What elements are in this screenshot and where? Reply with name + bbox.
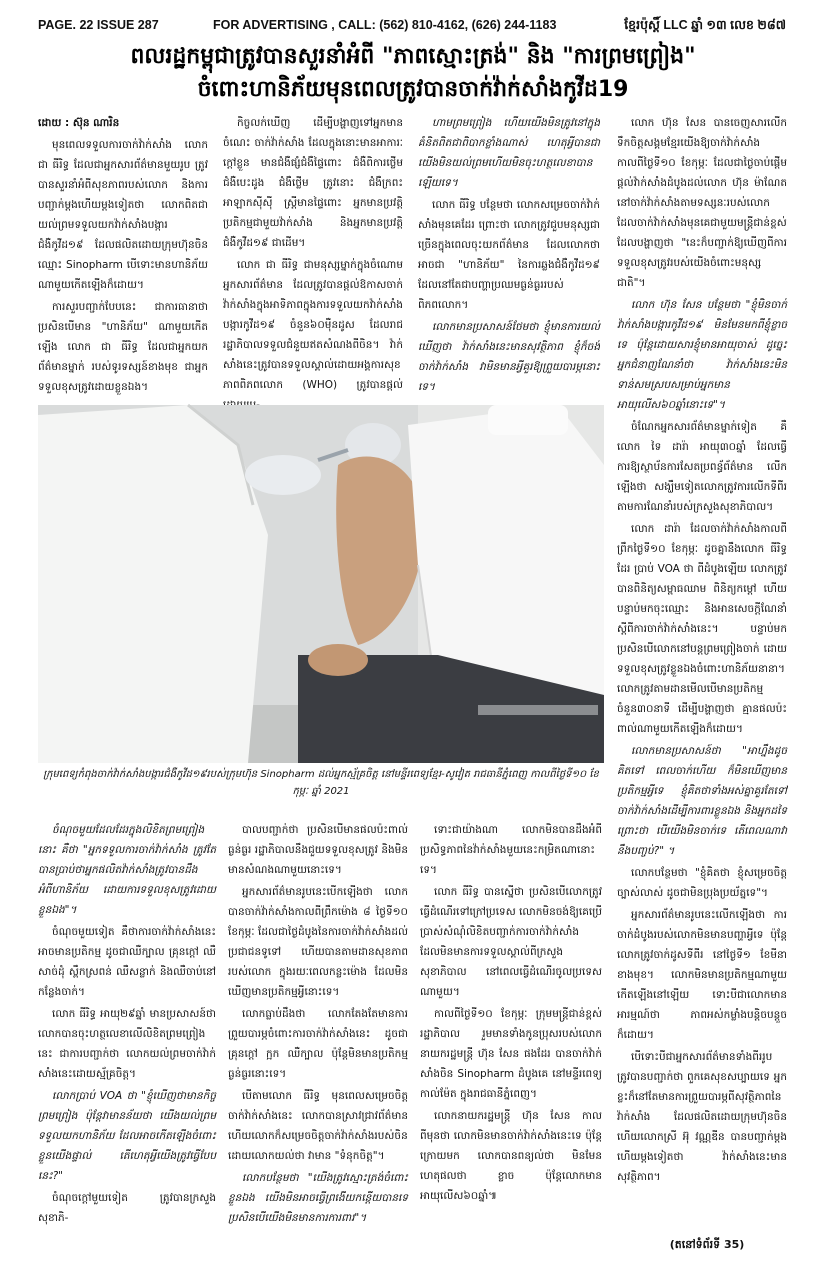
paragraph: ចំណែកអ្នកសារព័ត៌មានម្នាក់ទៀត គឺលោក ទៃ ដារ៉ា អាយុ៣០ឆ្នាំ ដែលធ្វើការឱ្យស្ថាប័នការសែតប្រពន្ធ័ព័ត៌មាន លើកឡើងថា សង្ឃឹមទៀតលោកត្រូវការលើកទីពីរ តាមការណែនាំរបស់ក្រសួងសុខាភិបាល។ [617,421,787,513]
byline: ដោយ : ស៊ុន ណារិន [38,117,120,129]
paragraph: លោក ធីរិទ្ធ បន្ថែមថា លោកសម្រេចចាក់វ៉ាក់សាំងមុនគេដែរ ព្រោះថា លោកត្រូវជួបមនុស្សជាច្រើនក្នុងពេលចុះយកព័ត៌មាន ដែលលោកថា អាចជា "ហានិភ័យ" នៃការឆ្លងជំងឺកូវីដ១៩ ដែលនៅតែជាបញ្ហាប្រឈមធ្ងន់ធ្ងររបស់ពិភពលោក។ [418,199,600,311]
paragraph: បើទោះបីជាអ្នកសារព័ត៌មានទាំងពីររូប ត្រូវបានបញ្ជាក់ថា ពួកគេសុខសប្បាយទេ អ្នកខ្លះក៏នៅតែមានការព្រួយបារម្ភពីសុវត្ថិភាពនៃវ៉ាក់សាំង ដែលផលិតដោយក្រុមហ៊ុនចិន ហើយលោកស្រី អ៊ុ វណ្ណឌីន បានបញ្ជាក់ម្តងហើយម្តងទៀតថា វ៉ាក់សាំងនេះមានសុវត្ថិភាព។ [617,1051,787,1183]
paragraph: លោក ហ៊ុន សែន បន្ថែមថា "ខ្ញុំមិនចាក់វ៉ាក់សាំងបង្ការកូវីដ១៩ មិនមែនមកពីខ្ញុំខ្លាចទេ ប៉ុន្តែដោយសារខ្ញុំមានអាយុចាស់ ដូច្នេះអ្នកជំនាញណែនាំថា វ៉ាក់សាំងនេះមិនទាន់សមស្របសម្រាប់អ្នកមានអាយុលើស៦០ឆ្នាំនោះទេ"។ [617,299,787,411]
headline [28,40,798,110]
article-column-6 [228,820,408,1250]
paragraph: ចំណុចក្តៅមួយទៀត ត្រូវបានក្រសួងសុខាភិ- [38,1192,216,1224]
article-column-4 [617,113,787,1253]
paragraph: ចំណុចមួយទៀត គឺថាការចាក់វ៉ាក់សាំងនេះអាចមានប្រតិកម្ម ដូចជាឈឺក្បាល គ្រុនក្តៅ ឈឺសាច់ដុំ ស្ពឹកស្រពន់ ឈឺសន្លាក់ និងឈឺចាប់នៅកន្លែងចាក់។ [38,926,216,998]
article-column-1 [38,113,208,403]
page-header [38,18,786,36]
paragraph: លោក ធីរិទ្ធ អាយុ២៩ឆ្នាំ មានប្រសាសន៍ថា លោកបានចុះហត្ថលេខាលើលិខិតព្រមព្រៀងនេះ ជាការបញ្ជាក់ថា លោកយល់ព្រមចាក់វ៉ាក់សាំងនេះដោយស្ម័គ្រចិត្ត។ [38,1008,216,1080]
paragraph: អ្នកសារព័ត៌មានរូបនេះលើកឡើងថា ការចាក់ដំបូងរបស់លោកមិនមានបញ្ហាអ្វីទេ ប៉ុន្តែលោកត្រូវចាក់ដូសទីពីរ នៅថ្ងៃទី១ ខែមីនា ខាងមុខ។ លោកមិនមានប្រតិកម្មណាមួយកើតឡើងនៅឡើយ ទោះបីជាលោកមានអារម្មណ៍ថា ភាពអស់កម្លាំងបន្តិចបន្តួចក៏ដោយ។ [617,909,787,1041]
paragraph: លោក ហ៊ុន សែន បានចេញសារលើកទឹកចិត្តសង្គមខ្មែរយើងឱ្យចាក់វ៉ាក់សាំង កាលពីថ្ងៃទី១០ ខែកុម្ភៈ ដែលជាថ្ងៃចាប់ផ្តើមផ្តល់វ៉ាក់សាំងដំបូងដល់លោក ហ៊ុន ម៉ាណែត នៅចាក់វ៉ាក់សាំងតាមទស្សនៈរបស់លោកដែលចាក់វ៉ាក់សាំងមុនគេជាមួយមន្ត្រីជាន់ខ្ពស់ ដែលបង្ហាញថា "នេះក៏បញ្ជាក់ឱ្យឃើញពីការទទួលខុសត្រូវរបស់យើងចំពោះមនុស្សជាតិ"។ [617,117,787,289]
paragraph: ចំណុចមួយដែលដែរក្នុងលិខិតព្រមព្រៀងនោះ គឺថា "អ្នកទទួលការចាក់វ៉ាក់សាំង ត្រូវតែបានប្រាប់ថាអ្នកផលិតវ៉ាក់សាំងត្រូវបានដឹងអំពីហានិភ័យ ដោយការទទួលខុសត្រូវដោយខ្លួនឯង"។ [38,824,216,916]
paragraph: លោកធ្លាប់ដឹងថា លោកតែងតែមានការព្រួយបារម្ភចំពោះការចាក់វ៉ាក់សាំងនេះ ដូចជាគ្រុនក្តៅ ក្អក ឈឺក្បាល ប៉ុន្តែមិនមានប្រតិកម្មធ្ងន់ធ្ងរនោះទេ។ [228,1008,408,1080]
paragraph: កិច្ចលក់ឃើញ ដើម្បីបង្ហាញទៅអ្នកមានចំណេះ ចាក់វ៉ាក់សាំង ដែលក្នុងនោះមានអាការៈក្តៅខ្លួន មានជំងឺផ្សំជំងឺផ្ទៃពោះ ជំងឺពិការថ្លើម ជំងឺបេះដូង ជំងឺថ្លើម ត្រូវនោះ ជំងឺក្រពះ អាឡាកសុីស៊ី ស្ត្រីមានផ្ទៃពោះ អ្នកមានប្រវត្តិប្រតិកម្មជាមួយវ៉ាក់សាំង និងអ្នកមានប្រវត្តិជំងឺកូវីដ១៩ ជាដើម។ [223,117,403,249]
paragraph: មុនពេលទទួលការចាក់វ៉ាក់សាំង លោក ជា ធីរិទ្ធ ដែលជាអ្នកសារព័ត៌មានមួយរូប ត្រូវបានសួរនាំអំពីសុខភាពរបស់លោក និងការបញ្ជាក់ម្តងហើយម្តងទៀតថា លោកពិតជាយល់ព្រមទទួលយកវ៉ាក់សាំងបង្ការជំងឺកូវីដ១៩ ដែលផលិតដោយក្រុមហ៊ុនចិនឈ្មោះ Sinopharm បើទោះមានហានិភ័យណាមួយកើតឡើងក៏ដោយ។ [38,139,208,291]
paragraph: លោកនាយករដ្ឋមន្ត្រី ហ៊ុន សែន កាលពីមុនថា លោកមិនមានចាក់វ៉ាក់សាំងនេះទេ ប៉ុន្តែក្រោយមក លោកបានពន្យល់ថា មិនមែនហេតុផលថា ខ្លាច ប៉ុន្តែលោកមានអាយុលើស៦០ឆ្នាំ៕ [420,1110,602,1202]
article-column-5 [38,820,216,1250]
paragraph: លោកមានប្រសាសន៍ថា "អាហ្នឹងដូចគិតទៅ ពេលចាក់ហើយ ក៏មិនឃើញមានប្រតិកម្មអ្វីទេ ខ្ញុំគិតថាទាំងអស់គ្នាគួរតែទៅចាក់វ៉ាក់សាំងដើម្បីការពារខ្លួនឯង និងអ្នកដទៃ ព្រោះថា បើយើងមិនចាក់ទេ តើពេលណាវានឹងបញ្ចប់?" ។ [617,745,787,857]
paragraph: ទោះជាយ៉ាងណា លោកមិនបានដឹងអំពីប្រសិទ្ធភាពនៃវ៉ាក់សាំងមួយនេះកម្រិតណានោះទេ។ [420,824,602,876]
headline-line-1: ពលរដ្ឋកម្ពុជាត្រូវបានសួរនាំអំពី "ភាពស្មោះត្រង់" និង "ការព្រមព្រៀង" [130,44,696,69]
paragraph: លោក ធីរិទ្ធ បានស្នើថា ប្រសិនបើលោកត្រូវធ្វើដំណើរទៅក្រៅប្រទេស លោកមិនចង់ឱ្យគេប្រើប្រាស់សំណុំលិខិតបញ្ជាក់ការចាក់វ៉ាក់សាំង ដែលមិនមានការទទួលស្គាល់ពីក្រសួងសុខាភិបាល នៅពេលធ្វើដំណើរចូលប្រទេសណាមួយ។ [420,886,602,998]
paragraph: ហាមព្រមព្រៀង ហើយយើងមិនត្រូវនៅក្នុងគំនិតពិតជាពិបាកខ្លាំងណាស់ ហេតុអ្វីបានជាយើងមិនយល់ព្រមហើយមិនចុះហត្ថលេខាបានឡើយទេ។ [418,117,600,189]
paragraph: លោកបន្ថែមថា "ខ្ញុំគិតថា ខ្ញុំសម្រេចចិត្តច្បាស់លាស់ ដូចជាមិនប្រុងប្រយ័ត្នទេ"។ [617,867,787,899]
page-issue-label: PAGE. 22 ISSUE 287 [38,18,159,32]
article-column-2 [223,113,403,403]
headline-line-2: ចំពោះហានិភ័យមុនពេលត្រូវបានចាក់វ៉ាក់សាំងកូវីដ19 [197,77,629,102]
article-column-7 [420,820,602,1250]
paragraph: លោក ដារ៉ា ដែលចាក់វ៉ាក់សាំងកាលពីព្រឹកថ្ងៃទី១០ ខែកុម្ភៈ ដូចគ្នានឹងលោក ធីរិទ្ធ ដែរ ប្រាប់ VOA ថា ពីដំបូងឡើយ លោកត្រូវបានពិនិត្យសម្ពាធឈាម ពិនិត្យកម្តៅ ហើយបន្ទាប់មកចុះឈ្មោះ និងអានសេចក្តីណែនាំស្តីពីការចាក់វ៉ាក់សាំងនេះ។ បន្ទាប់មកប្រសិនបើលោកនៅបន្តព្រមព្រៀងចាក់ ដោយទទួលខុសត្រូវខ្លួនឯងចំពោះហានិភ័យនានា។ លោកត្រូវតាមដានមើលបើមានប្រតិកម្មចំនួន៣០នាទី ដើម្បីបង្ហាញថា គ្មានផលប៉ះពាល់ណាមួយកើតឡើងក៏ដោយ។ [617,523,787,735]
paragraph: លោកបន្ថែមថា "យើងត្រូវស្មោះត្រង់ចំពោះខ្លួនឯង យើងមិនអាចធ្វើព្រងើយកន្តើយបានទេ ប្រសិនបើយើងមិនមានការការពារ"។ [228,1172,408,1224]
paragraph: លោក ជា ធីរិទ្ធ ជាមនុស្សម្នាក់ក្នុងចំណោមអ្នកសារព័ត៌មាន ដែលត្រូវបានផ្តល់ឱកាសចាក់វ៉ាក់សាំងក្នុងអាទិភាពក្នុងការទទួលយកវ៉ាក់សាំងបង្ការកូវីដ១៩ ចំនួន៦០ម៉ឺនដូស ដែលរាជរដ្ឋាភិបាលទទួលជំនួយឥតសំណងពីចិន។ វ៉ាក់សាំងនេះត្រូវបានទទួលស្គាល់ដោយអង្គការសុខភាពពិភពលោក (WHO) ត្រូវបានផ្តល់ [223,259,403,391]
vaccination-photo-illustration [38,405,604,763]
paragraph: កាលពីថ្ងៃទី១០ ខែកុម្ភៈ ក្រុមមន្ត្រីជាន់ខ្ពស់រដ្ឋាភិបាល រួមមានទាំងកូនប្រុសរបស់លោក នាយករដ្ឋមន្ត្រី ហ៊ុន សែន ផងដែរ បានចាក់វ៉ាក់សាំងចិន Sinopharm ដំបូងគេ នៅមន្ទីរពេទ្យកាល់ម៉ែត ក្នុងរាជធានីភ្នំពេញ។ [420,1008,602,1100]
paragraph: អ្នកសារព័ត៌មានរូបនេះបើកឡើងថា លោកបានចាក់វ៉ាក់សាំងកាលពីព្រឹកម៉ោង ៨ ថ្ងៃទី១០ ខែកុម្ភៈ ដែលជាថ្ងៃដំបូងនៃការចាក់វ៉ាក់សាំងដល់ប្រជាជនទូទៅ ហើយបានតាមដានសុខភាពរបស់លោក ក្នុងរយៈពេលកន្លះម៉ោង ដែលមិនឃើញមានប្រតិកម្មអ្វីនោះទេ។ [228,886,408,998]
continued-on-page-link[interactable]: (តនៅទំព័រទី 35) [669,1238,745,1251]
paragraph: ការសួរបញ្ជាក់បែបនេះ ជាការធានាថា ប្រសិនបើមាន "ហានិភ័យ" ណាមួយកើតឡើង លោក ជា ធីរិទ្ធ ដែលជាអ្នកយកព័ត៌មានម្នាក់ របស់ទូរទស្សន៍ខាងមុខ ជាអ្នកទទួលខុសត្រូវដោយខ្លួនឯង។ [38,301,208,393]
advertising-contact: FOR ADVERTISING , CALL: (562) 810-4162, (626) 244-1183 [213,18,557,32]
masthead-label: ខ្មែរប៉ុស្ដិ៍ LLC ឆ្នាំ ១៣ លេខ ២៨៧ [624,18,786,32]
paragraph: លោកមានប្រសាសន៍ថែមថា ខ្ញុំមានការយល់ឃើញថា វ៉ាក់សាំងនេះមានសុវត្ថិភាព ខ្ញុំក៏ចង់ចាក់វ៉ាក់សាំង វាមិនមានអ្វីគួរឱ្យព្រួយបារម្ភនោះទេ។ [418,321,600,393]
photo-caption: ក្រុមពេទ្យកំពុងចាក់វ៉ាក់សាំងបង្ការជំងឺកូវីដ១៩របស់ក្រុមហ៊ុន Sinopharm ដល់អ្នកស្ម័គ្រចិត្ត នៅមន្ទីរពេទ្យខ្មែរ-សូវៀត រាជធានីភ្នំពេញ កាលពីថ្ងៃទី១០ ខែកុម្ភៈ ឆ្នាំ 2021 [43,769,599,797]
news-photo [38,405,604,763]
article-column-3 [418,113,600,403]
paragraph: លោកប្រាប់ VOA ថា "ខ្ញុំឃើញថាមានកិច្ចព្រមព្រៀង ប៉ុន្តែវាមានន័យថា យើងយល់ព្រមទទួលយកហានិភ័យ ដែលអាចកើតឡើងចំពោះខ្លួនយើងផ្ទាល់ តើហេតុអ្វីយើងត្រូវធ្វើបែបនេះ?" [38,1090,216,1182]
paragraph: បើតាមលោក ធីរិទ្ធ មុនពេលសម្រេចចិត្តចាក់វ៉ាក់សាំងនេះ លោកបានស្រាវជ្រាវព័ត៌មាន ហើយលោកក៏សម្រេចចិត្តចាក់វ៉ាក់សាំងរបស់ចិន ដោយលោកយល់ថា វាមាន "ទំនុកចិត្ត"។ [228,1090,408,1162]
paragraph: បាលបញ្ជាក់ថា ប្រសិនបើមានផលប៉ះពាល់ធ្ងន់ធ្ងរ រដ្ឋាភិបាលនឹងជួយទទួលខុសត្រូវ និងមិនមានសំណងណាមួយនោះទេ។ [228,824,408,876]
